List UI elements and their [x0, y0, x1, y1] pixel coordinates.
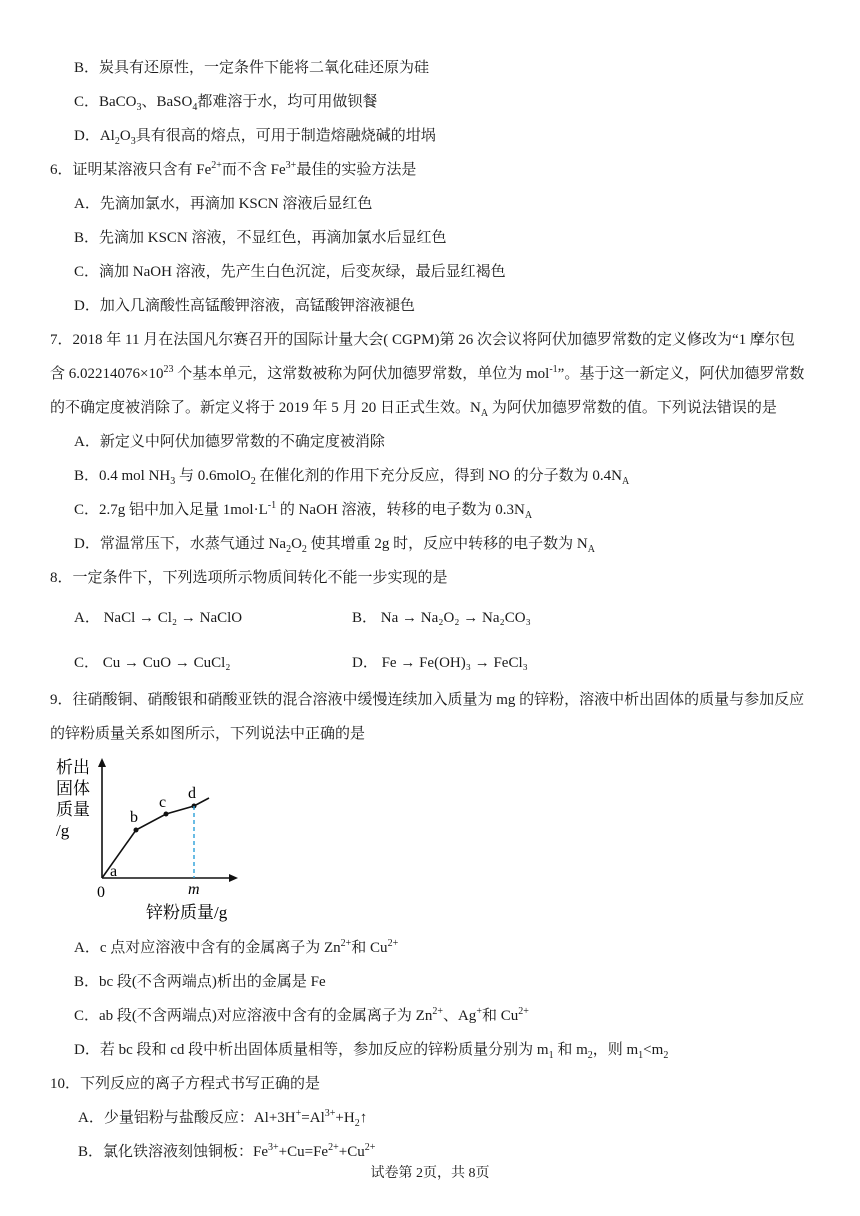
q8-option-b: B． Na → Na₂O₂ → Na₂CO₃ [352, 610, 531, 626]
curve-line [102, 798, 209, 878]
question-9-line-2: 的锌粉质量关系如图所示，下列说法中正确的是 [50, 726, 366, 742]
q9-option-c: C．ab 段(不含两端点)对应溶液中含有的金属离子为 $Zn^{2+}$、Ag+和 $Cu^{2+}$ [74, 1006, 529, 1024]
q9-option-d: D．若 bc 段和 cd 段中析出固体质量相等，参加反应的锌粉质量分别为 $m_1$ 和 $m_2$，则 $m_1<m_2$ [74, 1042, 669, 1061]
y-label-1: 析出 [56, 758, 90, 777]
q9-option-a: A．c 点对应溶液中含有的金属离子为 $Zn^{2+}$和 $Cu^{2+}$ [74, 938, 399, 956]
question-8: 8．一定条件下，下列选项所示物质间转化不能一步实现的是 [50, 570, 448, 586]
y-label-4: /g [56, 821, 70, 840]
question-7-line-2: 含 $6.02214076\times 10^{23}$ 个基本单元，这常数被称为阿伏加德罗常数，单位为 mol$^{-1}$”。基于这一新定义，阿伏加德罗常数 [50, 364, 805, 382]
q8-option-c: C． Cu → CuO → CuCl₂ [74, 655, 231, 671]
q6-option-c: C．滴加 NaOH 溶液，先产生白色沉淀，后变灰绿，最后显红褐色 [74, 264, 506, 280]
y-label-3: 质量 [56, 800, 90, 819]
question-10: 10．下列反应的离子方程式书写正确的是 [50, 1076, 321, 1092]
q7-option-a: A．新定义中阿伏加德罗常数的不确定度被消除 [74, 434, 385, 450]
origin-label: 0 [97, 884, 105, 901]
question-7-line-1: 7．2018 年 11 月在法国凡尔赛召开的国际计量大会( CGPM)第 26 次会议将阿伏加德罗常数的定义修改为“1 摩尔包 [50, 332, 795, 348]
question-7-line-3: 的不确定度被消除了。新定义将于 2019 年 5 月 20 日正式生效。$N_A$ 为阿伏加德罗常数的值。下列说法错误的是 [50, 400, 777, 419]
question-6: 6．证明某溶液只含有 $Fe^{2+}$而不含 $Fe^{3+}$最佳的实验方法是 [50, 160, 417, 178]
point-b-dot [134, 828, 139, 833]
x-axis-label: 锌粉质量/g [146, 903, 228, 922]
y-axis-arrow-icon [98, 758, 106, 767]
point-c-dot [164, 812, 169, 817]
q6-option-a: A．先滴加氯水，再滴加 KSCN 溶液后显红色 [74, 196, 373, 212]
q8-option-a: A． NaCl → Cl₂ → NaClO [74, 610, 243, 626]
q5-option-c: C．BaCO$_3$、BaSO$_4$都难溶于水，均可用做钡餐 [74, 94, 378, 113]
question-9-line-1: 9．往硝酸铜、硝酸银和硝酸亚铁的混合溶液中缓慢连续加入质量为 mg 的锌粉，溶液中析出固体的质量与参加反应 [50, 692, 805, 708]
q5-option-d: D．$Al_2O_3$具有很高的熔点，可用于制造熔融烧碱的坩埚 [74, 128, 436, 147]
x-axis-arrow-icon [229, 874, 238, 882]
q10-option-a: A．少量铝粉与盐酸反应：$Al+3H^+=Al^{3+}+H_2↑$ [78, 1108, 368, 1129]
q10-option-b: B．氯化铁溶液刻蚀铜板：$Fe^{3+}+Cu=Fe^{2+}+Cu^{2+}$ [78, 1142, 376, 1160]
m-label: m [188, 881, 200, 898]
q8-option-d: D． Fe → Fe(OH)₃ → FeCl₃ [352, 655, 528, 671]
point-a-label: a [110, 863, 118, 880]
q6-option-b: B．先滴加 KSCN 溶液，不显红色，再滴加氯水后显红色 [74, 230, 447, 246]
q7-option-d: D．常温常压下，水蒸气通过 $Na_2O_2$ 使其增重 2g 时，反应中转移的电子数为 $N_A$ [74, 536, 595, 555]
page-footer: 试卷第 2页，共 8页 [370, 1166, 490, 1181]
q9-option-b: B．bc 段(不含两端点)析出的金属是 Fe [74, 974, 326, 990]
point-d-label: d [188, 785, 196, 802]
y-label-2: 固体 [56, 779, 90, 798]
point-b-label: b [130, 809, 138, 826]
point-c-label: c [159, 794, 167, 811]
q7-option-b: B．0.4 mol $NH_3$ 与 0.6molO$_2$ 在催化剂的作用下充分反应，得到 NO 的分子数为 $0.4N_A$ [74, 468, 630, 487]
q5-option-b [74, 58, 429, 78]
q8-options-row-2 [74, 651, 528, 672]
zinc-precipitate-graph [54, 756, 244, 926]
q5-option-b-text: B．炭具有还原性，一定条件下能将二氧化硅还原为硅 [74, 60, 430, 76]
q8-options-row-1 [74, 606, 531, 627]
q6-option-d: D．加入几滴酸性高锰酸钾溶液，高锰酸钾溶液褪色 [74, 298, 415, 314]
q7-option-c: C．2.7g 铝中加入足量 $1mol\cdot L^{-1}$ 的 NaOH 溶液，转移的电子数为 $0.3N_A$ [74, 500, 533, 521]
